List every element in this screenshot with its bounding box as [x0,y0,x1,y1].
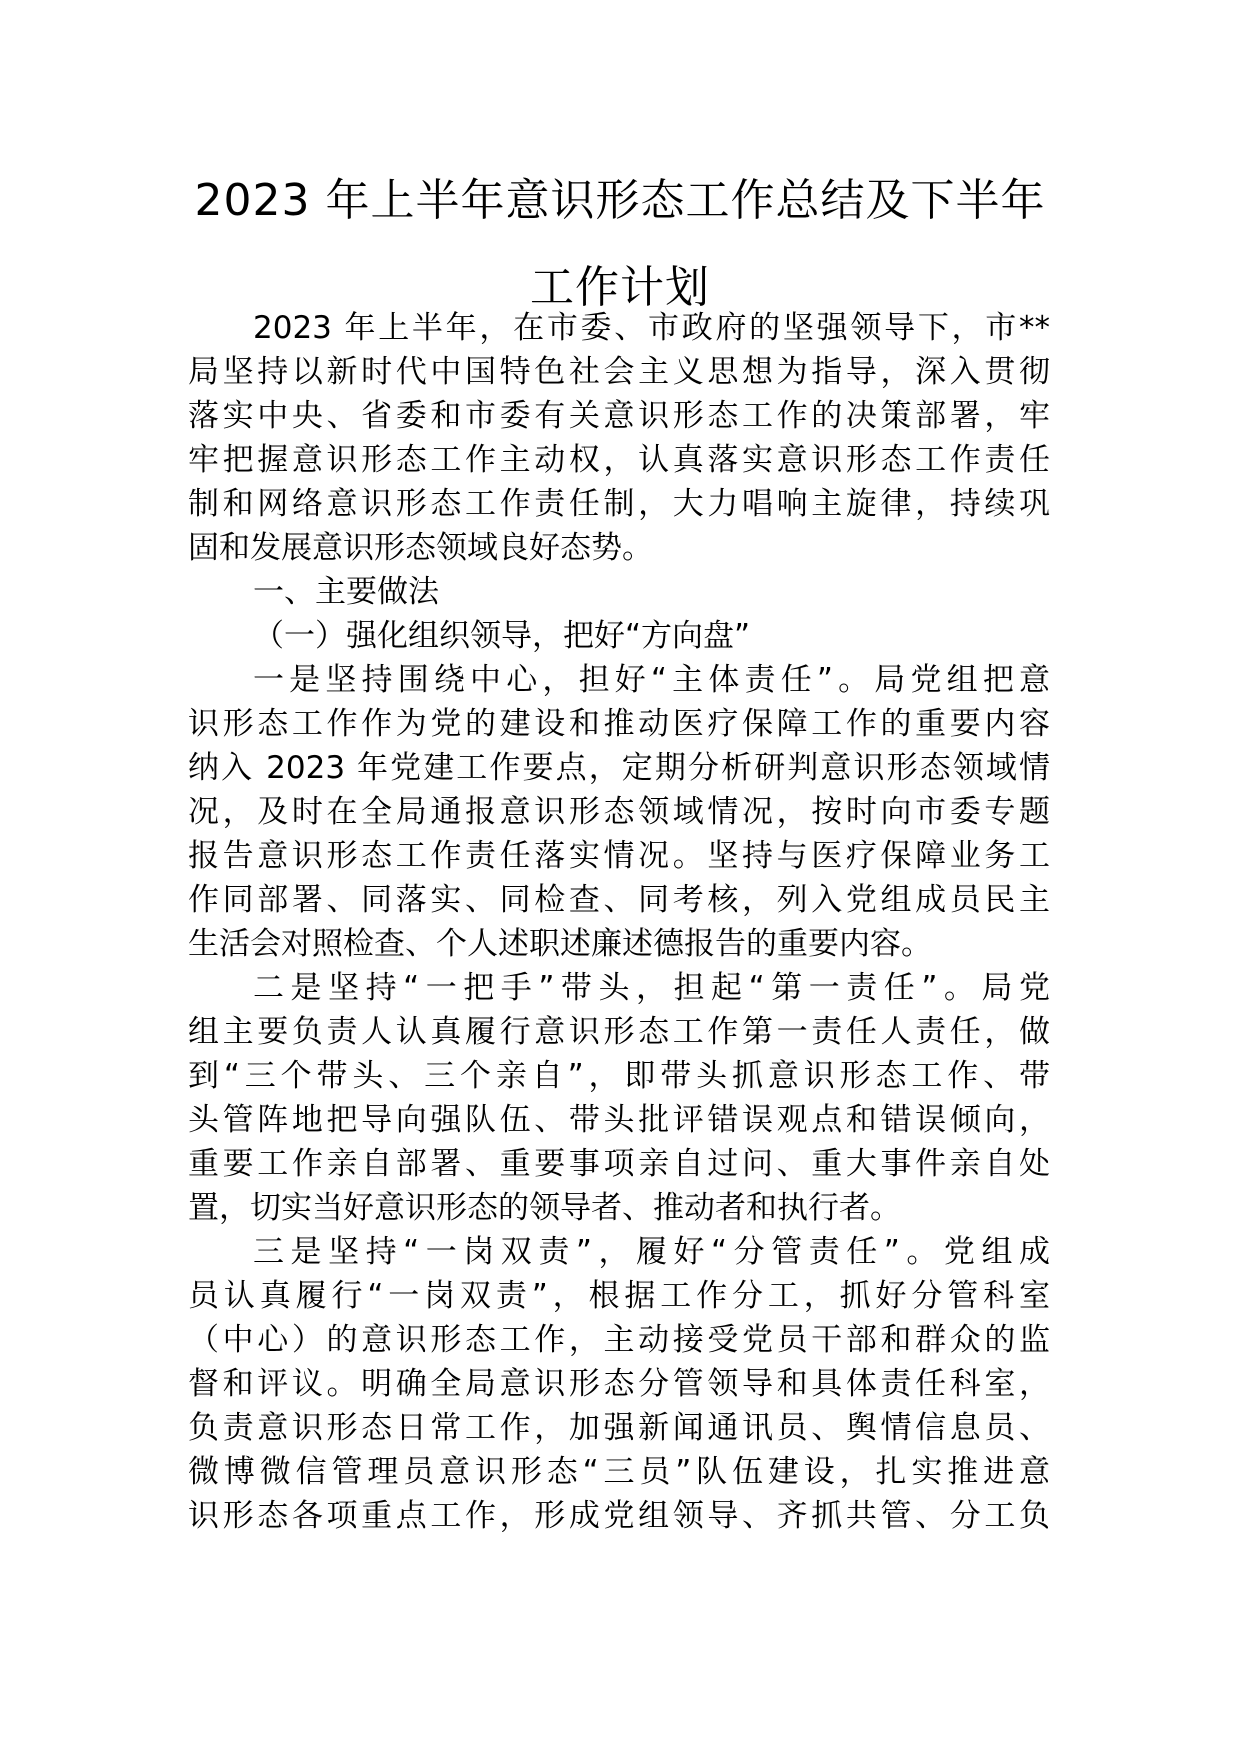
paragraph-line: 况，及时在全局通报意识形态领域情况，按时向市委专题 [188,794,1050,830]
paragraph-line: 一是坚持围绕中心，担好“主体责任”。局党组把意 [253,662,1050,698]
paragraph-line: 置，切实当好意识形态的领导者、推动者和执行者。 [188,1190,901,1226]
paragraph-line: 识形态工作作为党的建设和推动医疗保障工作的重要内容 [188,706,1050,742]
section-heading: 一、主要做法 [253,574,439,610]
paragraph-line: 督和评议。明确全局意识形态分管领导和具体责任科室， [188,1366,1050,1402]
document-title-line-1: 2023 年上半年意识形态工作总结及下半年 [194,175,1046,226]
paragraph-line: （中心）的意识形态工作，主动接受党员干部和群众的监 [188,1322,1050,1358]
paragraph-line: 生活会对照检查、个人述职述廉述德报告的重要内容。 [188,926,932,962]
paragraph-line: 重要工作亲自部署、重要事项亲自过问、重大事件亲自处 [188,1146,1050,1182]
paragraph-line: 三是坚持“一岗双责”，履好“分管责任”。党组成 [253,1234,1050,1270]
paragraph-line: 落实中央、省委和市委有关意识形态工作的决策部署，牢 [188,398,1050,434]
paragraph-line: 报告意识形态工作责任落实情况。坚持与医疗保障业务工 [188,838,1050,874]
paragraph-line: 固和发展意识形态领域良好态势。 [188,530,653,566]
paragraph-line: 牢把握意识形态工作主动权，认真落实意识形态工作责任 [188,442,1050,478]
paragraph-line: 头管阵地把导向强队伍、带头批评错误观点和错误倾向， [188,1102,1050,1138]
paragraph-line: 2023 年上半年，在市委、市政府的坚强领导下，市** [253,310,1050,346]
paragraph-line: 纳入 2023 年党建工作要点，定期分析研判意识形态领域情 [188,750,1050,786]
subsection-heading: （一）强化组织领导，把好“方向盘” [253,618,751,654]
paragraph-line: 局坚持以新时代中国特色社会主义思想为指导，深入贯彻 [188,354,1050,390]
paragraph-line: 员认真履行“一岗双责”，根据工作分工，抓好分管科室 [188,1278,1050,1314]
paragraph-line: 作同部署、同落实、同检查、同考核，列入党组成员民主 [188,882,1050,918]
document-title-line-2: 工作计划 [530,262,710,313]
paragraph-line: 微博微信管理员意识形态“三员”队伍建设，扎实推进意 [188,1454,1050,1490]
paragraph-line: 识形态各项重点工作，形成党组领导、齐抓共管、分工负 [188,1498,1050,1534]
paragraph-line: 制和网络意识形态工作责任制，大力唱响主旋律，持续巩 [188,486,1050,522]
paragraph-line: 负责意识形态日常工作，加强新闻通讯员、舆情信息员、 [188,1410,1050,1446]
paragraph-line: 到“三个带头、三个亲自”，即带头抓意识形态工作、带 [188,1058,1050,1094]
paragraph-line: 组主要负责人认真履行意识形态工作第一责任人责任，做 [188,1014,1050,1050]
paragraph-line: 二是坚持“一把手”带头，担起“第一责任”。局党 [253,970,1050,1006]
